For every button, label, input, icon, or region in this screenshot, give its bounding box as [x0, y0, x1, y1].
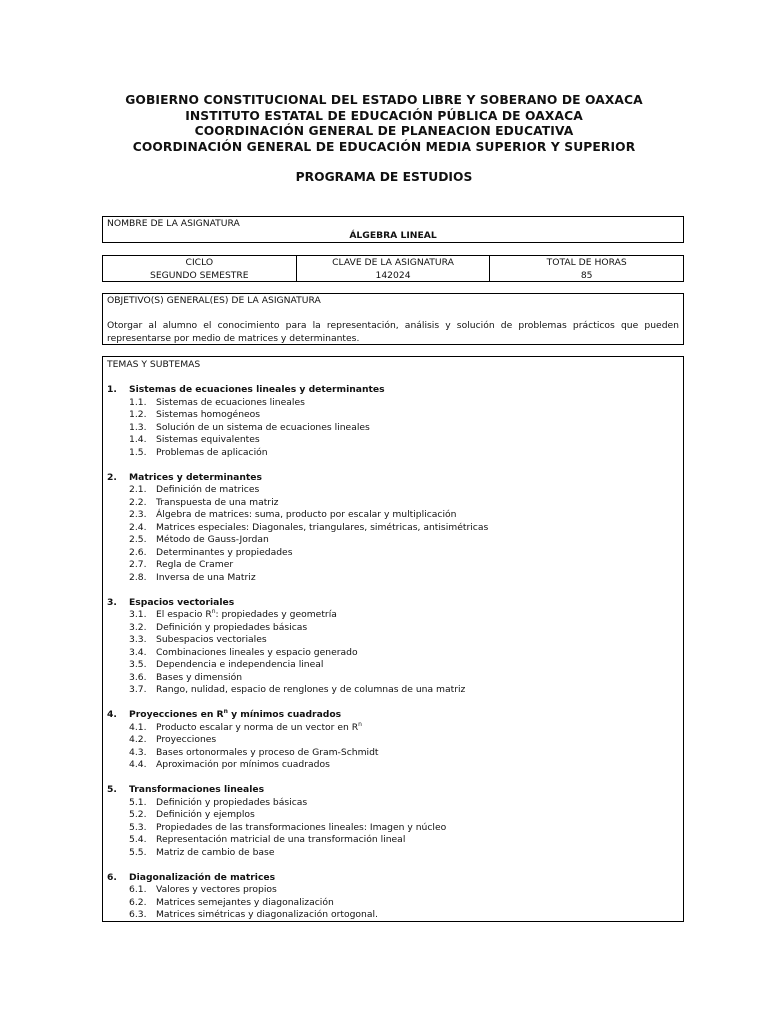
subtopic-number: 1.2. [129, 409, 147, 420]
document-header [0, 93, 768, 155]
subtopic-item [107, 534, 679, 547]
subtopic-number: 2.5. [129, 534, 147, 545]
subtopic-item [107, 734, 679, 747]
subtopic-number: 2.6. [129, 546, 147, 558]
subtopic-item [107, 747, 679, 760]
subtopic-text: Matrices semejantes y diagonalización [156, 896, 334, 908]
superscript: n [223, 707, 228, 715]
subject-name-box [102, 216, 684, 243]
subtopic-number: 3.4. [129, 646, 147, 658]
subtopic-number: 2.1. [129, 484, 147, 495]
subtopic-number: 3.1. [129, 609, 147, 620]
subtopic-item [107, 559, 679, 572]
subtopic-item [107, 634, 679, 647]
subtopic-item [107, 409, 679, 422]
objectives-label: OBJETIVO(S) GENERAL(ES) DE LA ASIGNATURA [107, 295, 321, 306]
subtopic-number: 5.2. [129, 809, 147, 820]
subtopic-number: 4.4. [129, 759, 147, 770]
topics-box [102, 356, 684, 922]
subtopic-text: Subespacios vectoriales [156, 634, 267, 645]
subject-code-cell [296, 256, 490, 281]
subtopic-number: 4.3. [129, 746, 147, 758]
subtopic-item [107, 659, 679, 672]
subtopic-item [107, 822, 679, 835]
subtopic-number: 6.1. [129, 884, 147, 895]
subtopic-text: El espacio $R^n$: propiedades y geometría [156, 607, 337, 620]
subtopic-item [107, 497, 679, 510]
subtopic-number: 3.6. [129, 671, 147, 683]
subtopic-item [107, 509, 679, 522]
topics-list [107, 384, 679, 934]
subtopic-item [107, 684, 679, 697]
subtopic-item [107, 447, 679, 460]
subtopic-text: Definición y propiedades básicas [156, 796, 308, 808]
subtopic-number: 3.2. [129, 621, 147, 633]
subject-name-label: NOMBRE DE LA ASIGNATURA [107, 218, 240, 229]
subtopic-text: Bases ortonormales y proceso de Gram-Schmidt [156, 746, 379, 758]
topic-section [107, 597, 679, 697]
subject-code-value: 142024 [375, 269, 411, 281]
subtopic-text: Definición y propiedades básicas [156, 621, 308, 633]
cycle-value: SEGUNDO SEMESTRE [150, 269, 249, 281]
subject-info-table [102, 255, 684, 282]
subtopic-text: Bases y dimensión [156, 671, 243, 683]
subtopic-text: Matrices simétricas y diagonalización ortogonal. [156, 909, 378, 920]
subtopic-item [107, 672, 679, 685]
subject-name-value: ÁLGEBRA LINEAL [349, 230, 437, 241]
subtopic-number: 3.3. [129, 634, 147, 645]
subtopic-text: Álgebra de matrices: suma, producto por escalar y multiplicación [156, 509, 457, 520]
subtopic-number: 3.5. [129, 659, 147, 670]
subtopic-text: Método de Gauss-Jordan [156, 534, 269, 545]
subtopic-number: 3.7. [129, 684, 147, 695]
subtopic-text: Proyecciones [156, 734, 217, 745]
subtopic-text: Aproximación por mínimos cuadrados [156, 759, 330, 770]
header-line: COORDINACIÓN GENERAL DE PLANEACION EDUCATIVA [194, 124, 574, 138]
subtopic-text: Representación matricial de una transformación lineal [156, 834, 406, 845]
subtopic-number: 1.5. [129, 446, 147, 458]
subtopic-text: Inversa de una Matriz [156, 571, 256, 583]
subtopic-number: 5.4. [129, 834, 147, 845]
topic-title-text: Transformaciones lineales [129, 784, 265, 795]
subtopic-number: 1.3. [129, 421, 147, 433]
subtopic-item [107, 722, 679, 735]
subtopic-text: Sistemas de ecuaciones lineales [156, 396, 305, 408]
subtopic-number: 2.3. [129, 509, 147, 520]
subtopic-text: Definición y ejemplos [156, 809, 255, 820]
subtopic-item [107, 547, 679, 560]
topic-title-text: Matrices y determinantes [129, 471, 263, 483]
subtopic-text: Sistemas homogéneos [156, 409, 261, 420]
subtopic-text: Producto escalar y norma de un vector en $R^n$ [156, 720, 362, 733]
topic-section [107, 709, 679, 772]
subtopic-text: Determinantes y propiedades [156, 546, 293, 558]
topic-number: 4. [107, 709, 117, 720]
total-hours-value: 85 [580, 269, 593, 281]
superscript: n [358, 720, 362, 728]
subtopic-text: Propiedades de las transformaciones lineales: Imagen y núcleo [156, 821, 447, 833]
subtopic-text: Transpuesta de una matriz [156, 496, 279, 508]
subject-code-label: CLAVE DE LA ASIGNATURA [332, 257, 454, 268]
subtopic-text: Problemas de aplicación [156, 446, 268, 458]
topic-title-text: Diagonalización de matrices [129, 871, 276, 883]
objectives-text: Otorgar al alumno el conocimiento para la representación, análisis y solución de problemas prácticos que pueden representarse por medio de matrices y determinantes. [107, 320, 679, 344]
objectives-box [102, 293, 684, 345]
topic-title [107, 709, 679, 722]
subtopic-item [107, 884, 679, 897]
subtopic-number: 5.5. [129, 846, 147, 858]
topic-title-text: Espacios vectoriales [129, 596, 235, 608]
topic-number: 5. [107, 784, 117, 795]
topic-title [107, 472, 679, 485]
topic-title [107, 384, 679, 397]
subtopic-number: 4.1. [129, 721, 147, 733]
topic-number: 1. [107, 384, 117, 395]
subtopic-item [107, 897, 679, 910]
subtopic-number: 2.7. [129, 559, 147, 570]
subtopic-item [107, 609, 679, 622]
subtopic-number: 6.2. [129, 896, 147, 908]
subtopic-text: Matrices especiales: Diagonales, triangulares, simétricas, antisimétricas [156, 521, 489, 533]
subtopic-number: 5.1. [129, 796, 147, 808]
subtopic-item [107, 909, 679, 922]
subtopic-text: Regla de Cramer [156, 559, 234, 570]
topic-section [107, 472, 679, 585]
topic-title [107, 872, 679, 885]
subtopic-item [107, 422, 679, 435]
subtopic-text: Valores y vectores propios [156, 884, 277, 895]
subtopic-item [107, 622, 679, 635]
subtopic-item [107, 434, 679, 447]
subtopic-item [107, 572, 679, 585]
subtopic-number: 2.4. [129, 521, 147, 533]
subtopic-text: Matriz de cambio de base [156, 846, 275, 858]
superscript: n [211, 607, 216, 615]
subtopic-text: Sistemas equivalentes [156, 434, 260, 445]
header-line: COORDINACIÓN GENERAL DE EDUCACIÓN MEDIA SUPERIOR Y SUPERIOR [132, 139, 636, 154]
subtopic-text: Dependencia e independencia lineal [156, 659, 324, 670]
topic-section [107, 784, 679, 859]
subtopic-item [107, 522, 679, 535]
subtopic-text: Combinaciones lineales y espacio generado [156, 646, 358, 658]
subtopic-item [107, 647, 679, 660]
topic-number: 3. [107, 596, 117, 608]
subtopic-item [107, 797, 679, 810]
cycle-label: CICLO [185, 257, 214, 268]
subtopic-number: 6.3. [129, 909, 147, 920]
subtopic-item [107, 834, 679, 847]
subtopic-text: Definición de matrices [156, 484, 260, 495]
header-line: GOBIERNO CONSTITUCIONAL DEL ESTADO LIBRE Y SOBERANO DE OAXACA [125, 93, 643, 107]
subtopic-number: 1.1. [129, 396, 147, 408]
subtopic-number: 1.4. [129, 434, 147, 445]
header-line: INSTITUTO ESTATAL DE EDUCACIÓN PÚBLICA DE OAXACA [185, 108, 583, 123]
topic-number: 6. [107, 871, 117, 883]
subtopic-text: Solución de un sistema de ecuaciones lineales [156, 421, 370, 433]
topic-title [107, 784, 679, 797]
subtopic-number: 2.2. [129, 496, 147, 508]
cycle-cell [103, 256, 296, 281]
total-hours-label: TOTAL DE HORAS [546, 257, 627, 268]
subtopic-item [107, 847, 679, 860]
subtopic-item [107, 809, 679, 822]
subtopic-number: 2.8. [129, 571, 147, 583]
subtopic-item [107, 484, 679, 497]
topics-label: TEMAS Y SUBTEMAS [107, 359, 201, 370]
topic-title-text: Proyecciones en $R^n$ y mínimos cuadrados [129, 707, 342, 720]
subtopic-item [107, 397, 679, 410]
topic-title [107, 597, 679, 610]
subtopic-number: 5.3. [129, 821, 147, 833]
topic-number: 2. [107, 471, 117, 483]
topic-section [107, 384, 679, 459]
subtopic-text: Rango, nulidad, espacio de renglones y de columnas de una matriz [156, 684, 466, 695]
total-hours-cell [489, 256, 683, 281]
topic-section [107, 872, 679, 922]
topic-title-text: Sistemas de ecuaciones lineales y determinantes [129, 384, 385, 395]
subtopic-number: 4.2. [129, 734, 147, 745]
program-title: PROGRAMA DE ESTUDIOS [295, 170, 473, 184]
subtopic-item [107, 759, 679, 772]
